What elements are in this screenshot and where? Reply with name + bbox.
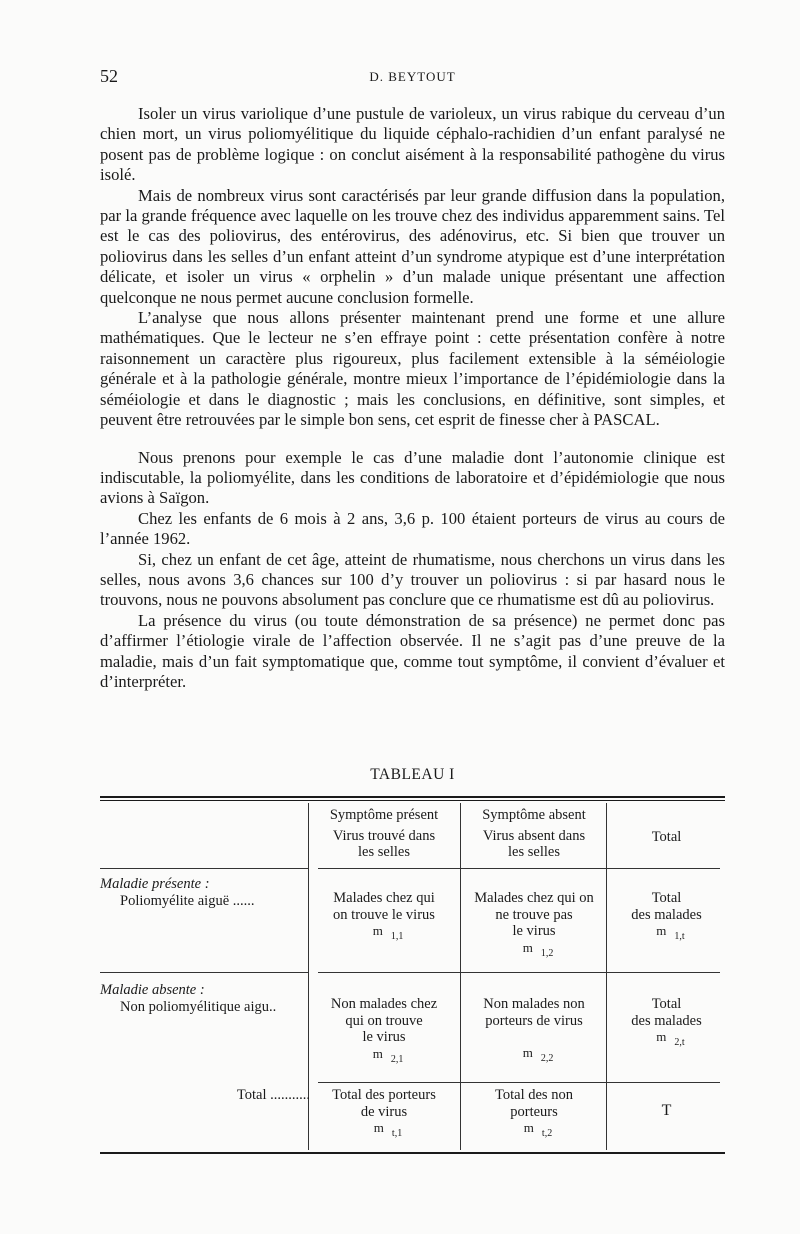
cell-line: des malades	[631, 1012, 702, 1029]
paragraph-4: Nous prenons pour exemple le cas d’une maladie dont l’autonomie clinique est indiscutable, la poliomyélite, dans les conditions de laboratoire et d’épidémiologie que nous avions à Saïgon.	[100, 447, 725, 508]
symbol-subscript: 1,t	[674, 931, 685, 942]
header-line: Symptôme présent	[329, 807, 439, 823]
cell-symbol	[310, 923, 458, 942]
header-total: Total	[651, 829, 682, 845]
cell-symbol	[462, 1120, 606, 1139]
cell-line: Total des porteurs	[332, 1087, 436, 1103]
cell-mt2	[462, 1087, 606, 1139]
column-divider	[606, 803, 607, 1150]
row-divider	[318, 1082, 720, 1083]
header-line: Virus absent dans	[482, 827, 586, 844]
cell-line: Malades chez qui	[333, 890, 435, 906]
cell-line: des malades	[631, 906, 702, 923]
paragraph-2: Mais de nombreux virus sont caractérisés par leur grande diffusion dans la population, par la grande fréquence avec laquelle on les trouve chez des individus apparemment sains. Tel est le cas des poliovirus, des entérovirus, des adénovirus, etc. Si bien que trouver un poliovirus dans les selles d’un enfant atteint d’un syndrome atypique est d’une interprétation délicate, et isoler un virus « orphelin » d’un malade unique présentant une affection quelconque ne nous permet aucune conclusion formelle.	[100, 185, 725, 307]
table-title: TABLEAU I	[370, 766, 455, 783]
symbol-m: m	[373, 1120, 384, 1135]
symbol-subscript: 1,1	[390, 931, 404, 942]
symbol-m: m	[522, 939, 533, 955]
row-label-maladie-absente	[100, 982, 310, 1015]
cell-line: porteurs	[510, 1103, 558, 1120]
symbol-subscript: 2,t	[674, 1037, 685, 1048]
cell-line: porteurs de virus	[485, 1012, 583, 1029]
row-label-heading: Maladie absente :	[100, 982, 205, 998]
row-divider	[100, 972, 308, 973]
header-line: Virus trouvé dans	[332, 827, 436, 844]
cell-line: de virus	[360, 1103, 408, 1120]
row-label-detail: Non poliomyélitique aigu..	[120, 998, 277, 1015]
cell-line: Total des non	[495, 1087, 573, 1103]
paragraph-6: Si, chez un enfant de cet âge, atteint de rhumatisme, nous cherchons un virus dans les selles, nous avons 3,6 chances sur 100 d’y trouver un poliovirus : si par hasard nous le trouvons, nous ne pouvons absolument pas conclure que ce rhumatisme est dû au poliovirus.	[100, 549, 725, 610]
paragraph-7: La présence du virus (ou toute démonstration de sa présence) ne permet donc pas d’affirmer l’étiologie virale de l’affection observée. Il ne s’agit pas d’une preuve de la maladie, mais d’un fait symptomatique que, comme tout symptôme, il convient d’évaluer et d’interpréter.	[100, 610, 725, 691]
row-divider	[318, 868, 720, 869]
symbol-m: m	[522, 1045, 533, 1060]
symbol-m: m	[523, 1120, 534, 1135]
paragraph-5: Chez les enfants de 6 mois à 2 ans, 3,6 p. 100 étaient porteurs de virus au cours de l’année 1962.	[100, 508, 725, 549]
page-header	[100, 66, 725, 90]
paragraph-1: Isoler un virus variolique d’une pustule de varioleux, un virus rabique du cerveau d’un chien mort, un virus poliomyélitique du liquide céphalo-rachidien d’un enfant paralysé ne posent pas de problème logique : on conclut aisément à la responsabilité pathogène du virus isolé.	[100, 104, 725, 185]
symbol-m: m	[656, 923, 667, 938]
cell-m1t	[608, 890, 725, 942]
row-divider	[318, 972, 720, 973]
cell-line: Total	[651, 890, 682, 906]
cell-m22	[462, 996, 606, 1064]
cell-line: on trouve le virus	[333, 906, 435, 923]
cell-line: qui on trouve	[345, 1012, 423, 1029]
header-line: les selles	[358, 844, 410, 860]
table-bottom-rule	[100, 1152, 725, 1154]
cell-line: le virus	[512, 923, 556, 939]
cell-symbol	[310, 1120, 458, 1139]
row-label-maladie-presente	[100, 876, 310, 909]
cell-symbol	[608, 923, 725, 942]
cell-m21	[310, 996, 458, 1064]
symbol-subscript: t,1	[391, 1128, 403, 1139]
header-symptome-absent	[462, 807, 606, 861]
cell-line: ne trouve pas	[495, 906, 573, 923]
row-label-heading: Total ...........	[236, 1087, 310, 1103]
cell-line: Non malades chez	[330, 996, 438, 1012]
column-divider	[460, 803, 461, 1150]
cell-mt1	[310, 1087, 458, 1139]
cell-symbol	[462, 1045, 606, 1064]
cell-symbol	[310, 1046, 458, 1065]
symbol-subscript: 2,2	[540, 1053, 554, 1064]
page-number: 52	[100, 66, 118, 86]
row-label-heading: Maladie présente :	[100, 876, 210, 892]
cell-symbol	[462, 940, 606, 959]
header-line: les selles	[508, 844, 560, 860]
cell-line: Non malades non	[483, 996, 585, 1012]
cell-grand-total: T	[661, 1102, 672, 1119]
cell-m11	[310, 890, 458, 942]
row-label-total	[100, 1087, 310, 1104]
symbol-subscript: 1,2	[540, 947, 554, 959]
row-divider	[100, 868, 308, 869]
header-symptome-present	[310, 807, 458, 861]
symbol-m: m	[656, 1029, 667, 1044]
cell-line: Malades chez qui on	[474, 890, 594, 906]
symbol-subscript: t,2	[541, 1128, 553, 1139]
cell-symbol	[608, 1029, 725, 1048]
cell-line: le virus	[362, 1029, 406, 1045]
header-line: Symptôme absent	[482, 807, 586, 823]
paragraph-3: L’analyse que nous allons présenter maintenant prend une forme et une allure mathématiques. Que le lecteur ne s’en effraye point : cette présentation confère à notre raisonnement un caractère plus rigoureux, plus facilement extensible à la séméiologie générale et à la pathologie générale, montre mieux l’importance de l’épidémiologie dans la séméiologie et dans le diagnostic ; mais les conclusions, en définitive, sont simples, et peuvent être retrouvées par le simple bon sens, cet esprit de finesse cher à PASCAL.	[100, 308, 725, 430]
symbol-subscript: 2,1	[390, 1053, 404, 1065]
table-top-rule-thin	[100, 800, 725, 801]
cell-line: Total	[651, 996, 682, 1012]
running-head: D. BEYTOUT	[369, 69, 456, 84]
symbol-m: m	[372, 923, 383, 938]
cell-m2t	[608, 996, 725, 1048]
symbol-m: m	[372, 1045, 383, 1061]
cell-m12	[462, 890, 606, 958]
body-text	[100, 104, 725, 692]
section-gap	[100, 431, 725, 448]
table-top-rule	[100, 796, 725, 798]
row-label-detail: Poliomyélite aiguë ......	[120, 892, 255, 909]
